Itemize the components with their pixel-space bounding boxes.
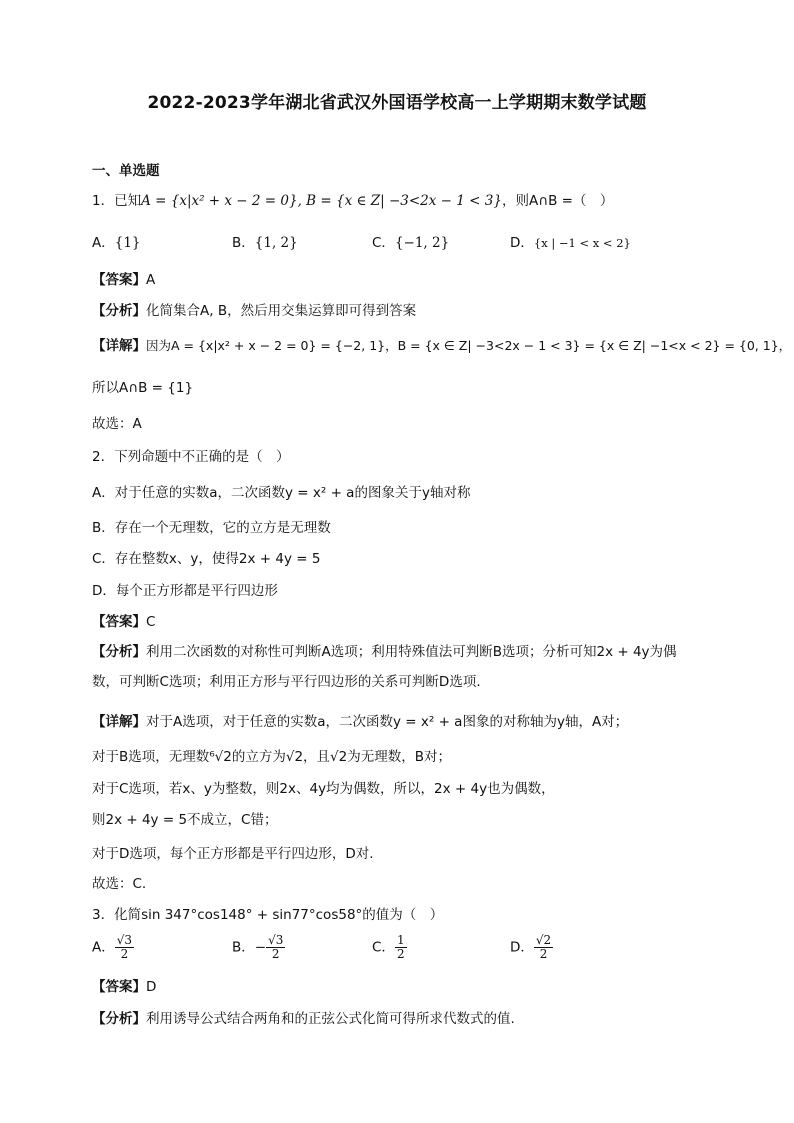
question-1-math: A = {x|x² + x − 2 = 0}, B = {x ∈ Z| −3<2x − 1 < 3} bbox=[141, 193, 502, 209]
question-1-option-b[interactable]: B．{1, 2} bbox=[232, 235, 298, 251]
question-2-detail-line: 对于D选项，每个正方形都是平行四边形，D对. bbox=[92, 846, 374, 862]
question-1-analysis: 【分析】化简集合A, B，然后用交集运算即可得到答案 bbox=[92, 303, 417, 319]
question-3-option-c[interactable]: C． $\frac{1}{2}$ bbox=[372, 933, 405, 961]
page-title: 2022-2023学年湖北省武汉外国语学校高一上学期期末数学试题 bbox=[147, 93, 647, 113]
question-2-option-d[interactable]: D．每个正方形都是平行四边形 bbox=[92, 583, 278, 599]
question-2-option-c[interactable]: C．存在整数x、y，使得2x + 4y = 5 bbox=[92, 551, 321, 567]
question-2-detail-line: 则2x + 4y = 5不成立，C错； bbox=[92, 812, 278, 828]
question-2-detail: 【详解】对于A选项，对于任意的实数a，二次函数y = x² + a图象的对称轴为y轴，A对； bbox=[92, 714, 629, 730]
section-heading: 一、单选题 bbox=[92, 163, 160, 179]
question-3-stem: 3．化简sin 347°cos148° + sin77°cos58°的值为（ ） bbox=[92, 907, 444, 923]
question-1-suffix: ，则A∩B =（ ） bbox=[501, 193, 614, 209]
question-1-conclusion: 故选：A bbox=[92, 416, 142, 432]
question-3-option-d[interactable]: D． $\frac{√2}{2}$ bbox=[510, 933, 552, 961]
question-1-detail-line2: 所以A∩B = {1} bbox=[92, 380, 194, 396]
question-1-options bbox=[92, 234, 712, 254]
question-3-options bbox=[92, 934, 712, 970]
question-3-option-b[interactable]: B．− $\frac{√3}{2}$ bbox=[232, 933, 284, 961]
question-1-stem bbox=[92, 192, 613, 210]
question-1-option-a[interactable]: A．{1} bbox=[92, 235, 141, 251]
question-1-option-d[interactable]: D．{x | −1 < x < 2} bbox=[510, 235, 631, 251]
question-2-option-b[interactable]: B．存在一个无理数，它的立方是无理数 bbox=[92, 520, 331, 536]
question-3-analysis: 【分析】利用诱导公式结合两角和的正弦公式化简可得所求代数式的值. bbox=[92, 1011, 515, 1027]
question-1-prefix: 1．已知 bbox=[92, 193, 142, 209]
question-3-answer: 【答案】D bbox=[92, 979, 157, 995]
question-2-option-a[interactable]: A．对于任意的实数a，二次函数y = x² + a的图象关于y轴对称 bbox=[92, 485, 471, 501]
question-2-detail-line: 对于B选项，无理数⁶√2的立方为√2，且√2为无理数，B对； bbox=[92, 749, 452, 765]
question-2-conclusion: 故选：C. bbox=[92, 876, 147, 892]
question-3-option-a[interactable]: A． $\frac{√3}{2}$ bbox=[92, 933, 133, 961]
question-1-detail: 【详解】因为A = {x|x² + x − 2 = 0} = {−2, 1}，B = {x ∈ Z| −3<2x − 1 < 3} = {x ∈ Z| −1<x < 2} = {0, 1}， bbox=[92, 338, 792, 354]
question-1-answer: 【答案】A bbox=[92, 272, 156, 288]
question-1-option-c[interactable]: C．{−1, 2} bbox=[372, 235, 450, 251]
question-2-detail-line: 对于C选项，若x、y为整数，则2x、4y均为偶数，所以，2x + 4y也为偶数， bbox=[92, 781, 555, 797]
question-2-stem: 2．下列命题中不正确的是（ ） bbox=[92, 449, 290, 465]
question-2-analysis: 【分析】利用二次函数的对称性可判断A选项；利用特殊值法可判断B选项；分析可知2x + 4y为偶数，可判断C选项；利用正方形与平行四边形的关系可判断D选项. bbox=[92, 644, 677, 690]
question-2-answer: 【答案】C bbox=[92, 614, 156, 630]
